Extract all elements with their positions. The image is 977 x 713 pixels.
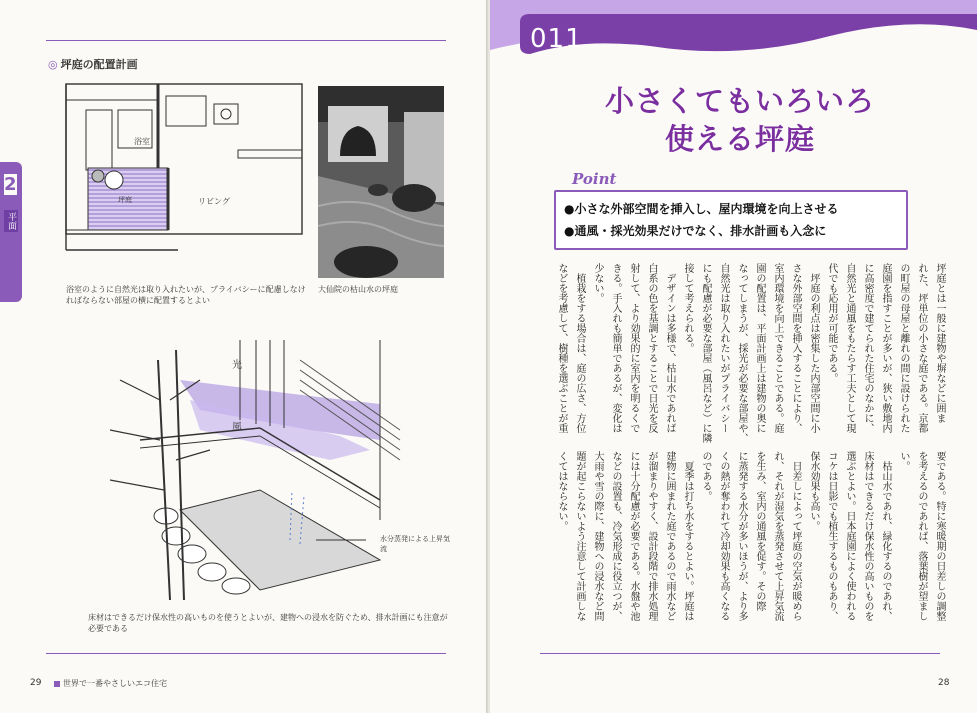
plan-label-bath: 浴室 (134, 137, 150, 146)
body-column: くの熱が奪われて冷却効果も高くなる (718, 451, 729, 621)
square-bullet-icon (54, 681, 60, 687)
body-column: 保水効果も高い。 (808, 451, 819, 531)
point-item-2: ●通風・採光効果だけでなく、排水計画も入念に (564, 224, 827, 238)
heading-line-1: 小さくてもいろいろ (604, 84, 875, 118)
section-title (48, 56, 138, 72)
body-column: 題が起こらないよう注意して計画しな (574, 451, 585, 621)
body-column: なってしまうが、採光が必要な部屋や、 (736, 263, 747, 443)
running-title (54, 678, 167, 689)
body-column: 自然光と通風をもたらす工夫として現 (844, 263, 855, 433)
body-column: い。 (898, 451, 909, 471)
body-column: を考えるのであれば、落葉樹が望まし (916, 451, 927, 621)
body-column: デザインは多様で、枯山水であれば (664, 263, 675, 433)
body-column: 枯山水であれ、緑化するのであれ、 (880, 451, 891, 621)
body-column: れた、坪単位の小さな庭である。京都 (916, 263, 927, 433)
plan-label-courtyard: 坪庭 (118, 196, 132, 204)
body-column: さな外部空間を挿入することにより、 (790, 263, 801, 433)
body-column: が溜まりやすく、設計段階で排水処理 (646, 451, 657, 621)
body-column: 日差しによって坪庭の空気が暖めら (790, 451, 801, 621)
illustration-label-wind: 風 (232, 422, 242, 433)
courtyard-illustration (80, 340, 460, 610)
body-column: 植栽をする場合は、庭の広さ、方位 (574, 263, 585, 433)
body-column: 自然光は取り入れたいがプライバシー (718, 263, 729, 433)
left-page (0, 0, 488, 713)
body-column: には十分配慮が必要である。水盤や池 (628, 451, 639, 621)
caption-plan: 浴室のように自然光は取り入れたいが、プライバシーに配慮しなければならない部屋の横に配置するとよい (66, 285, 306, 305)
body-column: くてはならない。 (556, 451, 567, 531)
body-column: の町屋の母屋と離れの間に設けられた (898, 263, 909, 433)
body-column: を生み、室内の通風を促す。その際 (754, 451, 765, 611)
bullet-icon: ◎ (48, 58, 58, 71)
body-column: 射して、より効果的に室内を明るくで (628, 263, 639, 433)
body-column: 接して考えられる。 (682, 263, 693, 353)
body-column: コケは日影でも植生するものもあり、 (826, 451, 837, 621)
illustration-label-light: 光 (232, 360, 242, 371)
running-title-text: 世界で一番やさしいエコ住宅 (63, 679, 167, 688)
body-column: 少ない。 (592, 263, 603, 303)
body-column: に高密度で建てられた住宅のなかに、 (862, 263, 873, 433)
body-column: れ、それが湿気を蒸発させて上昇気流 (772, 451, 783, 621)
body-column: 床材はできるだけ保水性の高いものを (862, 451, 873, 621)
chapter-side-number: 2 (4, 174, 17, 195)
caption-photo: 大仙院の枯山水の坪庭 (318, 285, 398, 294)
body-column: 建物に囲まれた庭であるので雨水など (664, 451, 675, 621)
body-column: に蒸発する水分が多いほうが、より多 (736, 451, 747, 621)
body-column: 園の配置は、平面計画上は建物の奥に (754, 263, 765, 433)
body-column: 代でも応用が可能である。 (826, 263, 837, 383)
caption-illustration: 床材はできるだけ保水性の高いものを使うとよいが、建物への浸水を防ぐため、排水計画にも注意が必要である (88, 613, 448, 633)
heading-line-2: 使える坪庭 (664, 122, 815, 156)
body-column: にも配慮が必要な部屋（風呂など）に隣 (700, 263, 711, 443)
right-page (490, 0, 977, 713)
plan-label-living: リビング (198, 197, 230, 206)
body-column: のである。 (700, 451, 711, 501)
point-box (554, 190, 908, 250)
body-column: 選ぶとよい。日本庭園によく使われる (844, 451, 855, 621)
body-column: 白系の色を基調とすることで日光を反 (646, 263, 657, 433)
body-text (538, 263, 946, 633)
body-column: 坪庭の利点は密集した内部空間に小 (808, 263, 819, 433)
point-label: Point (572, 170, 617, 188)
illustration-label-evaporation: 水分蒸発による上昇気流 (380, 535, 450, 553)
body-column: 坪庭とは一般に建物や塀などに囲ま (934, 263, 945, 423)
body-column: などの設置も、冷気形成に役立つが、 (610, 451, 621, 621)
page-number-left: 29 (30, 678, 42, 688)
bottom-rule (540, 653, 940, 654)
body-column: 夏季は打ち水をするとよい。坪庭は (682, 451, 693, 621)
floor-plan-drawing (58, 80, 306, 280)
body-column: などを考慮して、樹種を選ぶことが重 (556, 263, 567, 433)
chapter-number: 011 (530, 24, 583, 54)
body-column: 大雨や雪の際に、建物への浸水など問 (592, 451, 603, 621)
bottom-rule (46, 653, 446, 654)
body-column: きる。手入れも簡単であるが、変化は (610, 263, 621, 433)
page-heading (560, 82, 920, 158)
section-title-text: 坪庭の配置計画 (60, 58, 138, 71)
body-column: 要である。特に寒暖期の日差しの調整 (934, 451, 945, 621)
courtyard-photo (318, 86, 444, 278)
body-column: 庭園を指すことが多いが、狭い敷地内 (880, 263, 891, 433)
top-rule (46, 40, 446, 41)
point-item-1: ●小さな外部空間を挿入し、屋内環境を向上させる (564, 202, 839, 216)
chapter-side-label: 平面 (6, 212, 16, 230)
page-number-right: 28 (938, 678, 950, 688)
body-column: 室内環境を向上できることである。庭 (772, 263, 783, 433)
